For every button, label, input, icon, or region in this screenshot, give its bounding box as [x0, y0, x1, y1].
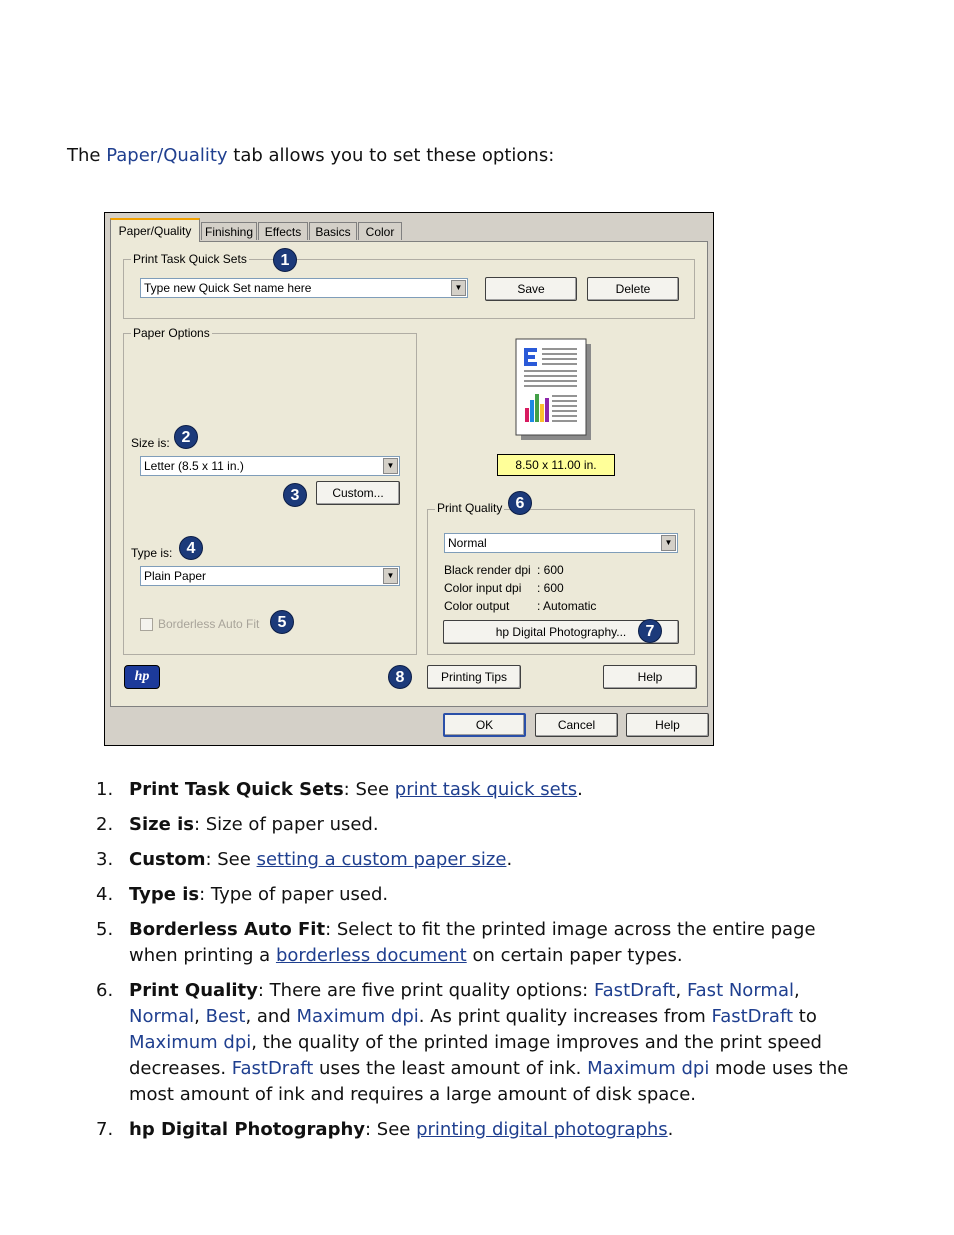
type-label: Type is:: [131, 546, 173, 560]
tab-finishing[interactable]: Finishing: [201, 222, 257, 240]
save-button[interactable]: Save: [485, 277, 577, 301]
spec-value-color-output: : Automatic: [537, 599, 597, 613]
chevron-down-icon[interactable]: ▼: [451, 280, 466, 296]
help-button-dialog[interactable]: Help: [626, 713, 709, 737]
size-label: Size is:: [131, 436, 170, 450]
options-list: [96, 777, 864, 1152]
callout-badge-3: 3: [283, 483, 307, 507]
borderless-document-link[interactable]: borderless document: [275, 945, 467, 966]
item-term: Size is: [129, 814, 194, 835]
chevron-down-icon[interactable]: ▼: [383, 458, 398, 474]
custom-paper-size-link[interactable]: setting a custom paper size: [256, 849, 507, 870]
item-term: Custom: [129, 849, 206, 870]
list-item: 1. Print Task Quick Sets: See print task quick sets.: [96, 779, 583, 800]
spec-value-color-input-dpi: : 600: [537, 581, 564, 595]
help-button-tab[interactable]: Help: [603, 665, 697, 689]
paper-quality-term: Paper/Quality: [106, 145, 228, 166]
callout-badge-2: 2: [174, 425, 198, 449]
print-task-quick-sets-link[interactable]: print task quick sets: [394, 779, 578, 800]
ok-button[interactable]: OK: [443, 713, 526, 737]
list-item: 7. hp Digital Photography: See printing digital photographs.: [96, 1119, 674, 1140]
item-term: Print Task Quick Sets: [129, 779, 344, 800]
borderless-checkbox[interactable]: [140, 618, 153, 631]
callout-badge-1: 1: [273, 248, 297, 272]
list-item: 5. Borderless Auto Fit: Select to fit the printed image across the entire page when printing a borderless document on certain paper types.: [96, 919, 816, 966]
tab-basics[interactable]: Basics: [309, 222, 357, 240]
callout-badge-6: 6: [508, 491, 532, 515]
spec-label-color-output: Color output: [444, 599, 510, 613]
item-term: Borderless Auto Fit: [129, 919, 326, 940]
paper-type-select[interactable]: Plain Paper ▼: [140, 566, 400, 586]
cancel-button[interactable]: Cancel: [535, 713, 618, 737]
print-quality-label: Print Quality: [437, 501, 503, 515]
item-term: Print Quality: [129, 980, 258, 1001]
list-item: 3. Custom: See setting a custom paper size.: [96, 849, 513, 870]
dialog-screenshot: [104, 212, 714, 746]
page-preview-icon: [515, 338, 595, 442]
borderless-label: Borderless Auto Fit: [158, 617, 260, 631]
custom-size-button[interactable]: Custom...: [316, 481, 400, 505]
printing-digital-photographs-link[interactable]: printing digital photographs: [416, 1119, 668, 1140]
printing-tips-button[interactable]: Printing Tips: [427, 665, 521, 689]
tab-color[interactable]: Color: [358, 222, 402, 240]
callout-badge-5: 5: [270, 610, 294, 634]
paper-size-select[interactable]: Letter (8.5 x 11 in.) ▼: [140, 456, 400, 476]
hp-digital-photography-button[interactable]: hp Digital Photography...: [443, 620, 679, 644]
spec-label-black-dpi: Black render dpi: [444, 563, 531, 577]
paper-size-display: 8.50 x 11.00 in.: [497, 454, 615, 476]
list-item: 4. Type is: Type of paper used.: [96, 884, 389, 905]
tab-paper-quality[interactable]: Paper/Quality: [110, 218, 200, 242]
tab-effects[interactable]: Effects: [258, 222, 308, 240]
chevron-down-icon[interactable]: ▼: [661, 535, 676, 551]
item-term: Type is: [129, 884, 200, 905]
callout-badge-7: 7: [638, 619, 662, 643]
callout-badge-8: 8: [388, 665, 412, 689]
intro-paragraph: The Paper/Quality tab allows you to set these options:: [67, 145, 555, 166]
print-quality-select[interactable]: Normal ▼: [444, 533, 678, 553]
list-item: 6. Print Quality: There are five print quality options: FastDraft, Fast Normal, Normal, Best, and Maximum dpi. As print quality increases from FastDraft to Maximum dpi, the quality of the printed image improves and the print speed decreases. FastDraft uses the least amount of ink. Maximum dpi mode uses the most amount of ink and requires a large amount of disk space.: [96, 980, 849, 1105]
paper-options-label: Paper Options: [133, 326, 210, 340]
callout-badge-4: 4: [179, 536, 203, 560]
hp-logo: hp: [124, 665, 160, 689]
quick-sets-label: Print Task Quick Sets: [133, 252, 247, 266]
spec-value-black-dpi: : 600: [537, 563, 564, 577]
item-term: hp Digital Photography: [129, 1119, 366, 1140]
chevron-down-icon[interactable]: ▼: [383, 568, 398, 584]
delete-button[interactable]: Delete: [587, 277, 679, 301]
spec-label-color-input-dpi: Color input dpi: [444, 581, 522, 595]
printer-properties-dialog: [105, 213, 713, 745]
quick-set-name-input[interactable]: Type new Quick Set name here ▼: [140, 278, 468, 298]
list-item: 2. Size is: Size of paper used.: [96, 814, 379, 835]
